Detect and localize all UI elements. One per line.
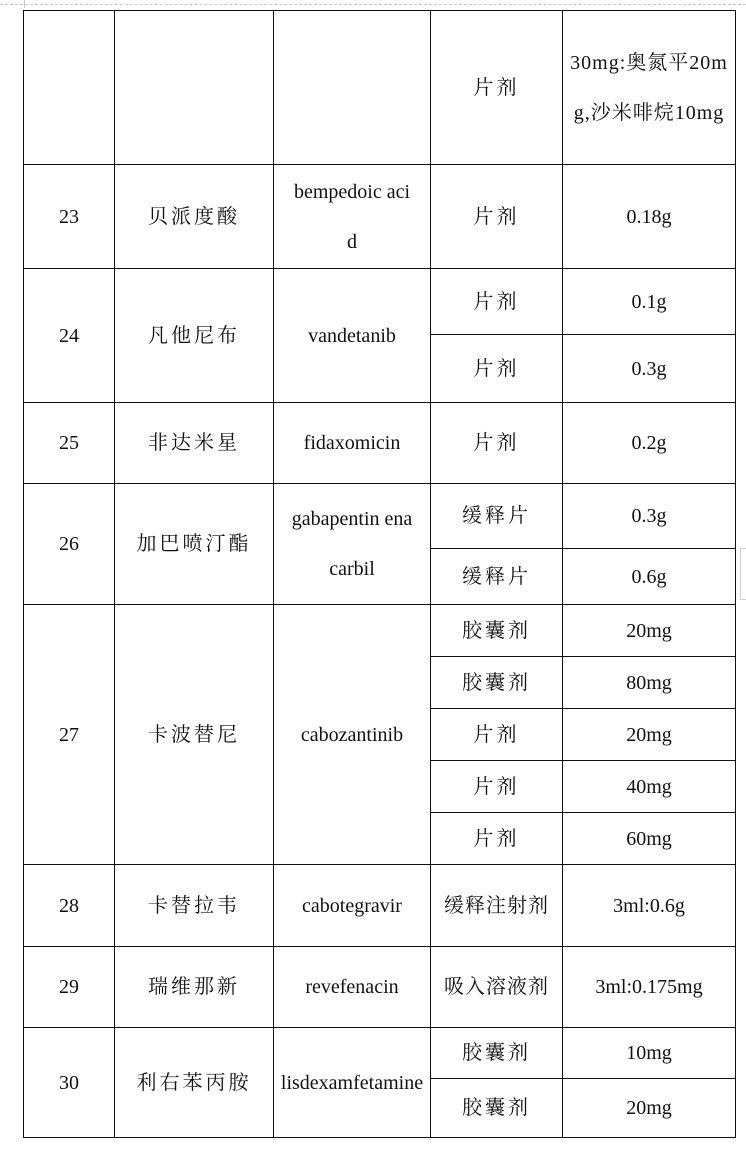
no-cell xyxy=(24,11,115,165)
form-cell: 片剂 xyxy=(431,403,563,484)
no-cell: 26 xyxy=(24,484,115,605)
spec-cell: 3ml:0.6g xyxy=(563,865,736,947)
en-name-cell: fidaxomicin xyxy=(274,403,431,484)
table-row xyxy=(24,1028,736,1079)
cn-name-cell: 凡他尼布 xyxy=(115,269,274,403)
table-row xyxy=(24,269,736,335)
cn-name-cell: 卡波替尼 xyxy=(115,605,274,865)
table-row xyxy=(24,11,736,165)
form-cell: 片剂 xyxy=(431,761,563,813)
spec-cell: 80mg xyxy=(563,657,736,709)
cn-name-cell: 卡替拉韦 xyxy=(115,865,274,947)
table-row xyxy=(24,165,736,269)
spec-cell: 3ml:0.175mg xyxy=(563,947,736,1028)
drug-table xyxy=(23,10,736,1138)
spec-cell: 0.2g xyxy=(563,403,736,484)
cn-name-cell: 加巴喷汀酯 xyxy=(115,484,274,605)
table-row xyxy=(24,605,736,657)
no-cell: 29 xyxy=(24,947,115,1028)
en-name-cell xyxy=(274,11,431,165)
margin-scroll-mark xyxy=(740,548,746,600)
table-row xyxy=(24,484,736,549)
spec-cell: 60mg xyxy=(563,813,736,865)
spec-cell: 0.1g xyxy=(563,269,736,335)
form-cell: 片剂 xyxy=(431,813,563,865)
cn-name-cell: 非达米星 xyxy=(115,403,274,484)
form-cell: 片剂 xyxy=(431,269,563,335)
cn-name-cell: 利右苯丙胺 xyxy=(115,1028,274,1138)
form-cell: 胶囊剂 xyxy=(431,605,563,657)
spec-cell: 0.3g xyxy=(563,335,736,403)
spec-cell: 20mg xyxy=(563,709,736,761)
spec-cell: 0.6g xyxy=(563,549,736,605)
form-cell: 缓释注射剂 xyxy=(431,865,563,947)
cn-name-cell: 贝派度酸 xyxy=(115,165,274,269)
cn-name-cell: 瑞维那新 xyxy=(115,947,274,1028)
no-cell: 24 xyxy=(24,269,115,403)
spec-cell: 0.18g xyxy=(563,165,736,269)
en-name-cell: cabotegravir xyxy=(274,865,431,947)
form-cell: 片剂 xyxy=(431,709,563,761)
spec-cell: 20mg xyxy=(563,1079,736,1138)
table-row xyxy=(24,403,736,484)
form-cell: 片剂 xyxy=(431,165,563,269)
spec-cell: 0.3g xyxy=(563,484,736,549)
form-cell: 胶囊剂 xyxy=(431,1028,563,1079)
form-cell: 片剂 xyxy=(431,335,563,403)
form-cell: 片剂 xyxy=(431,11,563,165)
spec-cell: 20mg xyxy=(563,605,736,657)
en-name-cell: revefenacin xyxy=(274,947,431,1028)
spec-cell: 40mg xyxy=(563,761,736,813)
cn-name-cell xyxy=(115,11,274,165)
page-corner-mark xyxy=(24,0,25,8)
en-name-cell: lisdexamfetamine xyxy=(274,1028,431,1138)
en-name-cell: cabozantinib xyxy=(274,605,431,865)
no-cell: 30 xyxy=(24,1028,115,1138)
no-cell: 23 xyxy=(24,165,115,269)
form-cell: 缓释片 xyxy=(431,549,563,605)
en-name-cell: gabapentin enacarbil xyxy=(274,484,431,605)
form-cell: 胶囊剂 xyxy=(431,657,563,709)
form-cell: 缓释片 xyxy=(431,484,563,549)
en-name-cell: bempedoic acid xyxy=(274,165,431,269)
no-cell: 25 xyxy=(24,403,115,484)
table-row xyxy=(24,865,736,947)
en-name-cell: vandetanib xyxy=(274,269,431,403)
table-row xyxy=(24,947,736,1028)
no-cell: 28 xyxy=(24,865,115,947)
spec-cell: 10mg xyxy=(563,1028,736,1079)
page-boundary-line xyxy=(0,4,746,5)
form-cell: 胶囊剂 xyxy=(431,1079,563,1138)
spec-cell: 30mg:奥氮平20mg,沙米啡烷10mg xyxy=(563,11,736,165)
form-cell: 吸入溶液剂 xyxy=(431,947,563,1028)
no-cell: 27 xyxy=(24,605,115,865)
